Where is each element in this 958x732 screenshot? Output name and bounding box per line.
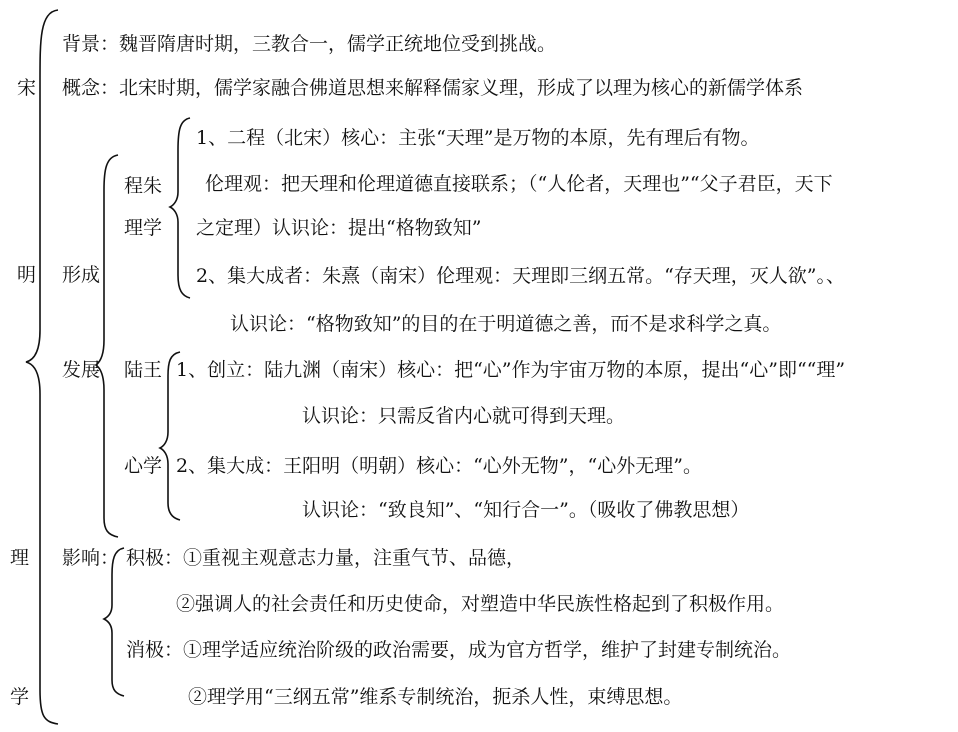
- luwang-line-4: 认识论：“致良知”、“知行合一”。（吸收了佛教思想）: [302, 499, 750, 521]
- chengzhu-line-3: 之定理）认识论：提出“格物致知”: [196, 217, 482, 239]
- chengzhu-line-2: 伦理观：把天理和伦理道德直接联系；（“人伦者，天理也”“父子君臣，天下: [205, 173, 833, 195]
- chengzhu-brace: [170, 118, 190, 298]
- label-formation: 形成: [62, 264, 101, 286]
- luwang-label-1: 陆王: [124, 359, 163, 381]
- title-char-ming: 明: [17, 264, 37, 286]
- influence-label: 影响：: [62, 547, 120, 569]
- luwang-line-3: 2、集大成：王阳明（明朝）核心：“心外无物”，“心外无理”。: [176, 455, 702, 477]
- chengzhu-line-5: 认识论：“格物致知”的目的在于明道德之善，而不是求科学之真。: [230, 313, 782, 335]
- formation-brace: [96, 155, 118, 537]
- background-line: 背景：魏晋隋唐时期，三教合一，儒学正统地位受到挑战。: [62, 33, 557, 55]
- label-development: 发展: [62, 359, 101, 381]
- influence-positive-1: 积极：①重视主观意志力量，注重气节、品德，: [126, 547, 526, 569]
- influence-brace: [104, 548, 124, 696]
- chengzhu-line-1: 1、二程（北宋）核心：主张“天理”是万物的本原，先有理后有物。: [196, 127, 760, 149]
- chengzhu-label-2: 理学: [124, 217, 163, 239]
- main-brace: [26, 10, 58, 724]
- title-char-song: 宋: [17, 77, 37, 99]
- title-char-xue: 学: [10, 686, 30, 708]
- luwang-label-2: 心学: [124, 455, 163, 477]
- influence-negative-2: ②理学用“三纲五常”维系专制统治，扼杀人性，束缚思想。: [188, 686, 683, 708]
- title-char-li: 理: [10, 547, 30, 569]
- chengzhu-label-1: 程朱: [124, 175, 163, 197]
- influence-negative-1: 消极：①理学适应统治阶级的政治需要，成为官方哲学，维护了封建专制统治。: [126, 639, 792, 661]
- chengzhu-line-4: 2、集大成者：朱熹（南宋）伦理观：天理即三纲五常。“存天理，灭人欲”。、: [196, 265, 846, 287]
- influence-positive-2: ②强调人的社会责任和历史使命，对塑造中华民族性格起到了积极作用。: [176, 593, 785, 615]
- concept-line: 概念：北宋时期，儒学家融合佛道思想来解释儒家义理，形成了以理为核心的新儒学体系: [62, 77, 804, 99]
- luwang-line-2: 认识论：只需反省内心就可得到天理。: [302, 405, 626, 427]
- luwang-line-1: 1、创立：陆九渊（南宋）核心：把“心”作为宇宙万物的本原，提出“心”即““理”: [176, 359, 846, 381]
